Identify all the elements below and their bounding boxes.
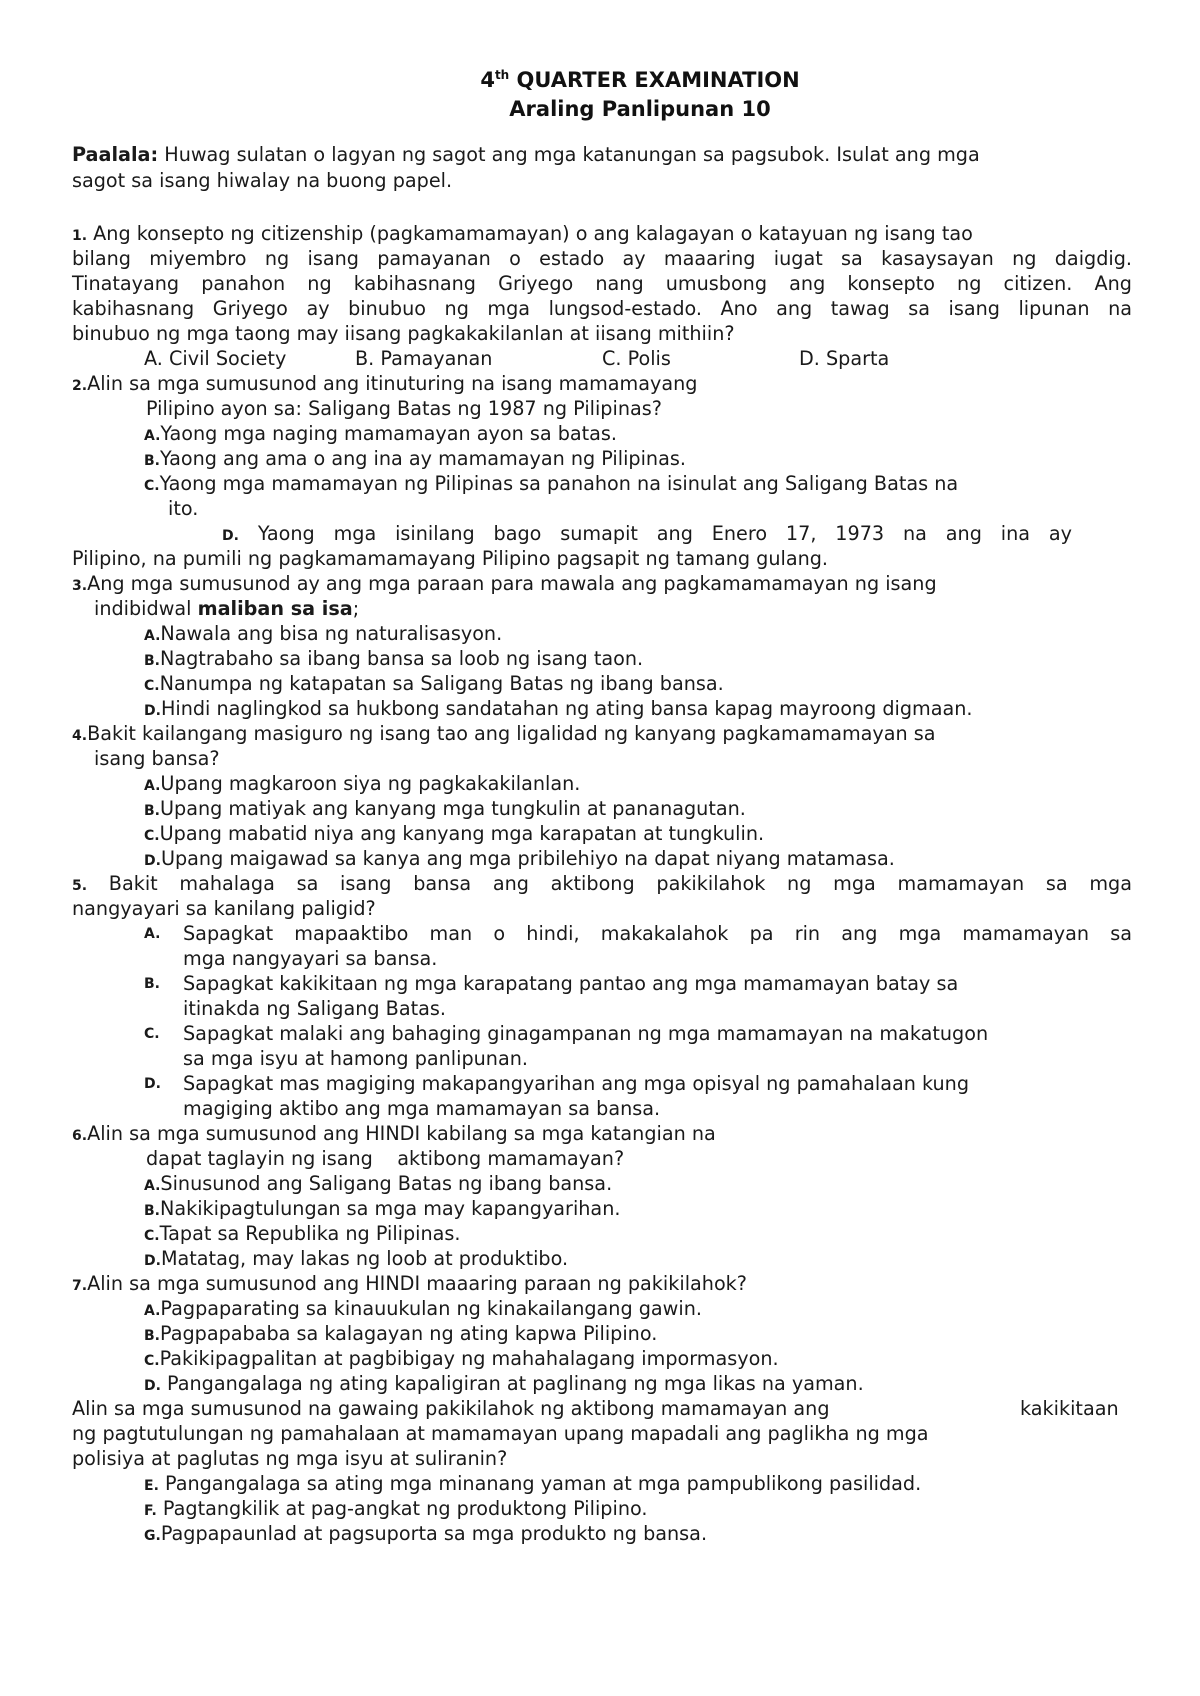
q4-option-c [144, 821, 764, 849]
option-text: Pakikipagpalitan at pagbibigay ng mahahalagang impormasyon. [159, 1347, 779, 1370]
q4-line-2: isang bansa? [94, 747, 220, 770]
option-text: Nagtrabaho sa ibang bansa sa loob ng isang taon. [160, 647, 644, 670]
option-letter: A. [144, 1303, 161, 1319]
option-letter: C. [144, 678, 160, 694]
q6-text: Alin sa mga sumusunod ang HINDI kabilang sa mga katangian na [87, 1122, 716, 1145]
q2-option-a [144, 421, 617, 449]
q1-line-4: kabihasnang Griyego ay binubuo ng mga lungsod-estado. Ano ang tawag sa isang lipunan na [72, 297, 1132, 320]
q5-number: 5. [72, 878, 88, 894]
q5-line-1 [72, 871, 1132, 899]
q2-option-b [144, 446, 686, 474]
option-text: Pangangalaga ng ating kapaligiran at paglinang ng mga likas na yaman. [160, 1372, 864, 1395]
option-letter: C. [144, 828, 160, 844]
option-letter: F. [144, 1503, 157, 1519]
q8-line-1b: kakikitaan [1020, 1397, 1119, 1420]
q1-option-c: C. Polis [602, 347, 671, 370]
q3-option-d [144, 696, 973, 724]
q8-line-1a: Alin sa mga sumusunod na gawaing pakikilahok ng aktibong mamamayan ang [72, 1397, 830, 1420]
q6-option-b [144, 1196, 620, 1224]
q4-option-d [144, 846, 895, 874]
option-text: Pagtangkilik at pag-angkat ng produktong Pilipino. [156, 1497, 648, 1520]
option-letter: B. [144, 1328, 160, 1344]
q2-text: Alin sa mga sumusunod ang itinuturing na isang mamamayang [87, 372, 698, 395]
title-number: 4 [480, 68, 495, 92]
option-text: Sinusunod ang Saligang Batas ng ibang bansa. [160, 1172, 613, 1195]
option-letter: D. [144, 703, 161, 719]
option-letter: C. [144, 1353, 160, 1369]
option-letter: B. [144, 1203, 160, 1219]
q5-option-d-line-2: magiging aktibo ang mga mamamayan sa bansa. [183, 1097, 661, 1120]
option-letter: A. [144, 1178, 161, 1194]
option-letter: B. [144, 803, 160, 819]
q2-option-c-cont: ito. [168, 497, 199, 520]
option-letter: E. [144, 1478, 159, 1494]
q6-line-1 [72, 1121, 716, 1149]
q4-text: Bakit kailangang masiguro ng isang tao ang ligalidad ng kanyang pagkamamamayan sa [87, 722, 936, 745]
q1-option-b: B. Pamayanan [355, 347, 493, 370]
q6-option-a [144, 1171, 612, 1199]
q7-text: Alin sa mga sumusunod ang HINDI maaaring paraan ng pakikilahok? [87, 1272, 747, 1295]
option-letter: C. [144, 1228, 160, 1244]
q7-option-a [144, 1296, 702, 1324]
q2-line-2: Pilipino ayon sa: Saligang Batas ng 1987 ng Pilipinas? [146, 397, 662, 420]
q4-option-b [144, 796, 746, 824]
subject-title: Araling Panlipunan 10 [509, 97, 771, 121]
q7-number: 7. [72, 1278, 88, 1294]
reminder-line-2: sagot sa isang hiwalay na buong papel. [72, 169, 453, 192]
option-text: Upang matiyak ang kanyang mga tungkulin at pananagutan. [160, 797, 746, 820]
option-text: Pagpapaunlad at pagsuporta sa mga produkto ng bansa. [160, 1522, 708, 1545]
option-letter: A. [144, 428, 161, 444]
q3-emphasis: maliban sa isa [197, 597, 353, 620]
q5-line-2: nangyayari sa kanilang paligid? [72, 897, 376, 920]
q5-option-d-line-1: Sapagkat mas magiging makapangyarihan ang mga opisyal ng pamahalaan kung [183, 1072, 970, 1095]
q4-number: 4. [72, 728, 88, 744]
q8-option-e [144, 1471, 921, 1499]
q6-option-c [144, 1221, 461, 1249]
option-letter: B. [144, 653, 160, 669]
option-letter: C. [144, 478, 160, 494]
option-text: Yaong mga isinilang bago sumapit ang Enero 17, 1973 na ang ina ay [238, 522, 1072, 545]
q1-option-a: A. Civil Society [144, 347, 287, 370]
q4-line-1 [72, 721, 936, 749]
q8-line-2: ng pagtutulungan ng pamahalaan at mamamayan upang mapadali ang paglikha ng mga [72, 1422, 929, 1445]
q5-option-b-letter: B. [144, 976, 160, 992]
option-text: Yaong ang ama o ang ina ay mamamayan ng Pilipinas. [160, 447, 686, 470]
option-letter: G. [144, 1528, 161, 1544]
q6-number: 6. [72, 1128, 88, 1144]
option-letter: D. [222, 528, 239, 544]
q3-text-post: ; [352, 597, 360, 620]
option-text: Tapat sa Republika ng Pilipinas. [159, 1222, 461, 1245]
option-text: Hindi naglingkod sa hukbong sandatahan ng ating bansa kapag mayroong digmaan. [160, 697, 973, 720]
q3-line-2 [94, 596, 359, 622]
option-text: Upang magkaroon siya ng pagkakakilanlan. [160, 772, 581, 795]
q2-line-1 [72, 371, 697, 399]
q7-option-b [144, 1321, 657, 1349]
q7-option-c [144, 1346, 779, 1374]
q2-number: 2. [72, 378, 88, 394]
option-letter: A. [144, 628, 161, 644]
option-letter: B. [144, 453, 160, 469]
q7-option-d [144, 1371, 864, 1399]
q8-line-3: polisiya at paglutas ng mga isyu at suliranin? [72, 1447, 508, 1470]
q5-option-a-line-2: mga nangyayari sa bansa. [183, 947, 438, 970]
q3-option-c [144, 671, 724, 699]
title-superscript: th [494, 68, 510, 82]
q5-option-a-line-1: Sapagkat mapaaktibo man o hindi, makakalahok pa rin ang mga mamamayan sa [183, 922, 1132, 945]
option-text: Yaong mga naging mamamayan ayon sa batas. [160, 422, 618, 445]
q1-number: 1. [72, 228, 88, 244]
q3-text-pre: indibidwal [94, 597, 198, 620]
q5-option-c-letter: C. [144, 1026, 160, 1042]
option-letter: A. [144, 778, 161, 794]
option-text: Upang mabatid niya ang kanyang mga karapatan at tungkulin. [159, 822, 765, 845]
option-text: Matatag, may lakas ng loob at produktibo. [160, 1247, 569, 1270]
option-text: Nawala ang bisa ng naturalisasyon. [160, 622, 503, 645]
q5-text: Bakit mahalaga sa isang bansa ang aktibong pakikilahok ng mga mamamayan sa mga [87, 872, 1132, 895]
option-letter: D. [144, 1378, 161, 1394]
title-text: QUARTER EXAMINATION [509, 68, 800, 92]
option-text: Pagpaparating sa kinauukulan ng kinakailangang gawin. [160, 1297, 702, 1320]
option-letter: D. [144, 1253, 161, 1269]
q6-option-d [144, 1246, 568, 1274]
q2-option-d [222, 521, 1072, 549]
q5-option-a-letter: A. [144, 926, 161, 942]
q1-option-d: D. Sparta [799, 347, 890, 370]
q1-line-1 [72, 221, 973, 249]
reminder-line-1 [72, 142, 980, 168]
option-text: Nakikipagtulungan sa mga may kapangyarihan. [160, 1197, 621, 1220]
q5-option-c-line-1: Sapagkat malaki ang bahaging ginagampanan ng mga mamamayan na makatugon [183, 1022, 989, 1045]
q3-line-1 [72, 571, 937, 599]
option-text: Pangangalaga sa ating mga minanang yaman at mga pampublikong pasilidad. [158, 1472, 922, 1495]
q8-option-g [144, 1521, 707, 1549]
option-letter: D. [144, 853, 161, 869]
q7-line-1 [72, 1271, 747, 1299]
q5-option-d-letter: D. [144, 1076, 161, 1092]
q2-option-c [144, 471, 958, 499]
q3-number: 3. [72, 578, 88, 594]
q1-text: Ang konsepto ng citizenship (pagkamamamayan) o ang kalagayan o katayuan ng isang tao [87, 222, 973, 245]
q5-option-b-line-2: itinakda ng Saligang Batas. [183, 997, 446, 1020]
q5-option-b-line-1: Sapagkat kakikitaan ng mga karapatang pantao ang mga mamamayan batay sa [183, 972, 959, 995]
q4-option-a [144, 771, 580, 799]
q3-option-a [144, 621, 502, 649]
q3-option-b [144, 646, 643, 674]
q6-line-2: dapat taglayin ng isang aktibong mamamayan? [146, 1147, 625, 1170]
q1-line-5: binubuo ng mga taong may iisang pagkakakilanlan at iisang mithiin? [72, 322, 735, 345]
q1-line-3: Tinatayang panahon ng kabihasnang Griyego nang umusbong ang konsepto ng citizen. Ang [72, 272, 1132, 295]
option-text: Upang maigawad sa kanya ang mga pribilehiyo na dapat niyang matamasa. [160, 847, 895, 870]
q8-option-f [144, 1496, 647, 1524]
exam-title [0, 68, 1200, 92]
option-text: Nanumpa ng katapatan sa Saligang Batas ng ibang bansa. [159, 672, 724, 695]
q5-option-c-line-2: sa mga isyu at hamong panlipunan. [183, 1047, 528, 1070]
option-text: Yaong mga mamamayan ng Pilipinas sa panahon na isinulat ang Saligang Batas na [159, 472, 959, 495]
q2-option-d-cont: Pilipino, na pumili ng pagkamamamayang Pilipino pagsapit ng tamang gulang. [72, 547, 829, 570]
option-text: Pagpapababa sa kalagayan ng ating kapwa Pilipino. [160, 1322, 658, 1345]
reminder-text: Huwag sulatan o lagyan ng sagot ang mga katanungan sa pagsubok. Isulat ang mga [158, 143, 980, 166]
q1-line-2: bilang miyembro ng isang pamayanan o estado ay maaaring iugat sa kasaysayan ng daigdig. [72, 247, 1132, 270]
q3-text: Ang mga sumusunod ay ang mga paraan para mawala ang pagkamamamayan ng isang [87, 572, 937, 595]
reminder-label: Paalala: [72, 143, 159, 166]
